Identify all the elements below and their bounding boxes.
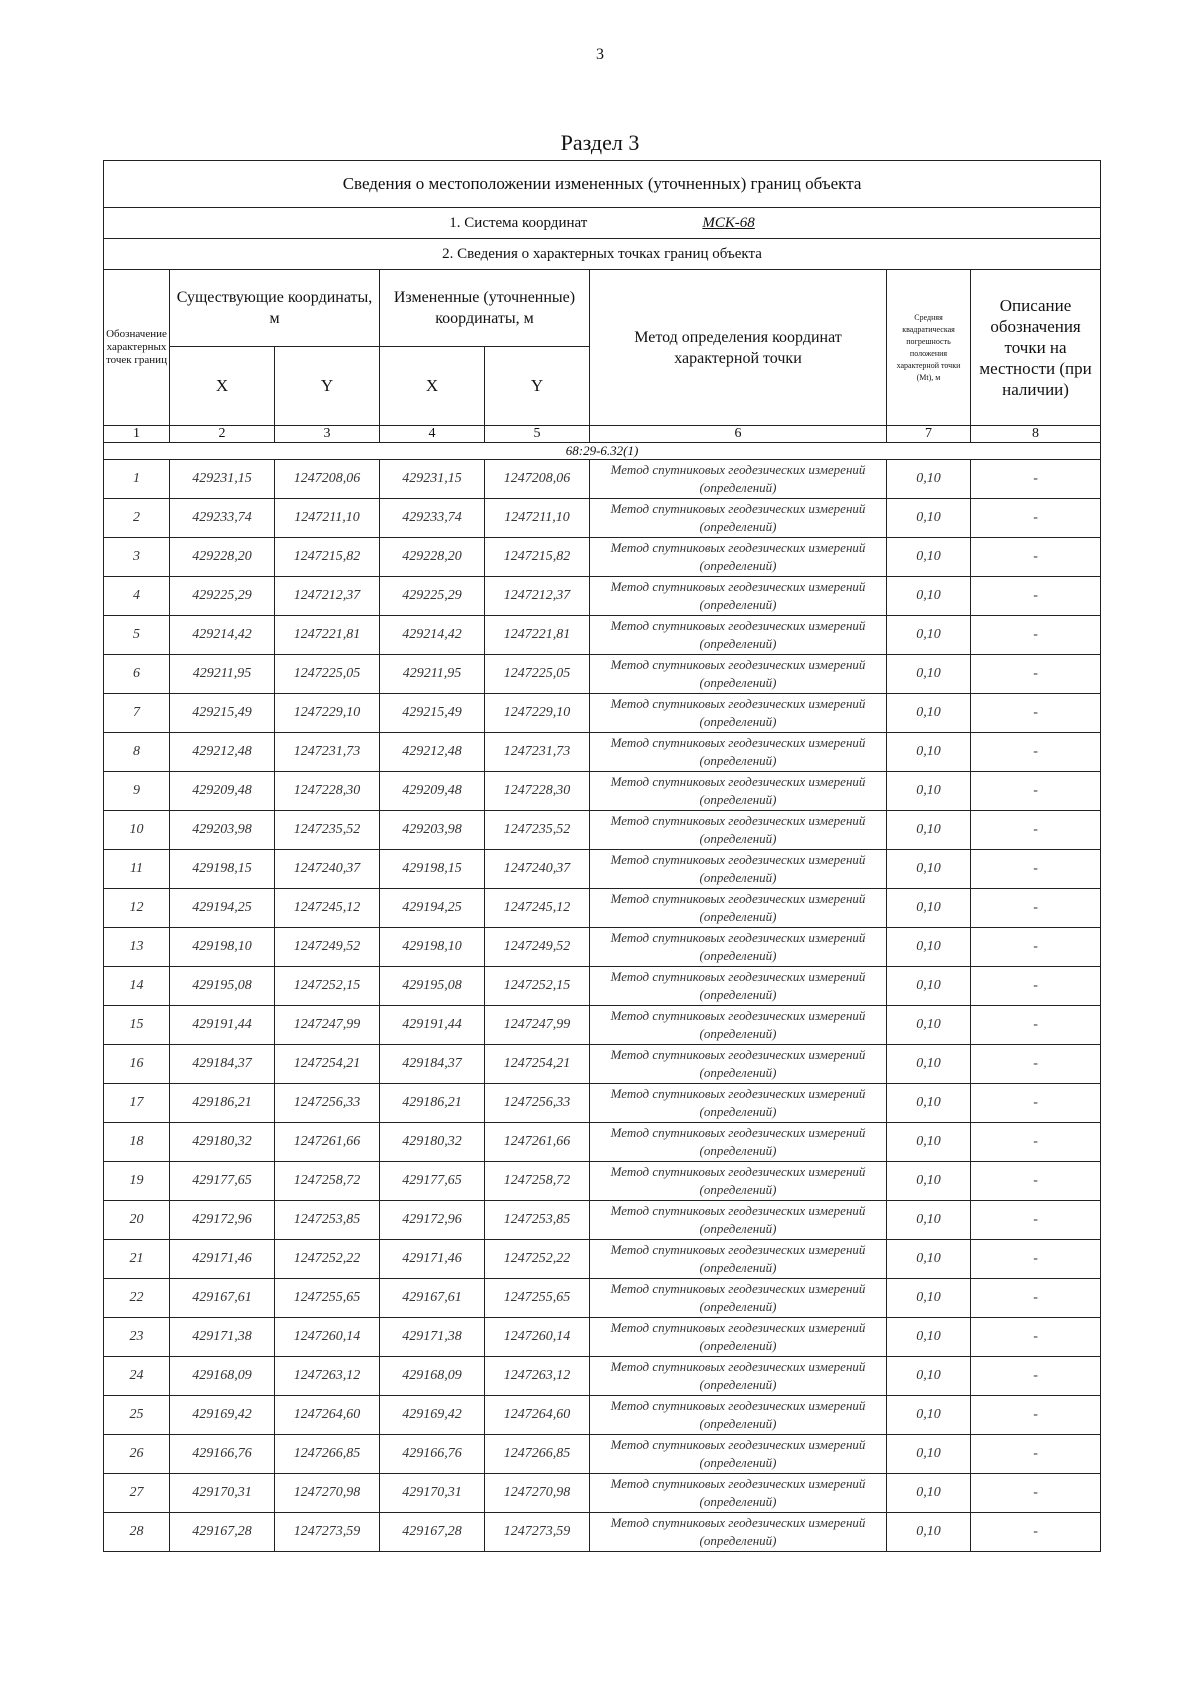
description-value: - — [971, 1279, 1101, 1318]
rms-error-value: 0,10 — [887, 577, 971, 616]
rms-error-value: 0,10 — [887, 1318, 971, 1357]
changed-x-value: 429167,28 — [380, 1513, 485, 1552]
rms-error-value: 0,10 — [887, 1123, 971, 1162]
column-number: 4 — [380, 426, 485, 443]
changed-y-value: 1247211,10 — [485, 499, 590, 538]
description-value: - — [971, 1435, 1101, 1474]
rms-error-value: 0,10 — [887, 1474, 971, 1513]
point-number: 6 — [104, 655, 170, 694]
point-number: 2 — [104, 499, 170, 538]
existing-x-value: 429167,61 — [170, 1279, 275, 1318]
method-value: Метод спутниковых геодезических измерений (определений) — [590, 1201, 887, 1240]
description-value: - — [971, 850, 1101, 889]
boundary-points-table — [103, 160, 1101, 1552]
table-row — [104, 1279, 1101, 1318]
changed-x-value: 429228,20 — [380, 538, 485, 577]
changed-y-value: 1247261,66 — [485, 1123, 590, 1162]
changed-x-value: 429233,74 — [380, 499, 485, 538]
description-value: - — [971, 1006, 1101, 1045]
column-numbers-row — [104, 426, 1101, 443]
rms-error-value: 0,10 — [887, 772, 971, 811]
table-row — [104, 1435, 1101, 1474]
table-row — [104, 1513, 1101, 1552]
table-row — [104, 577, 1101, 616]
table-row — [104, 811, 1101, 850]
description-value: - — [971, 889, 1101, 928]
existing-y-value: 1247252,15 — [275, 967, 380, 1006]
column-number: 2 — [170, 426, 275, 443]
changed-x-value: 429211,95 — [380, 655, 485, 694]
point-number: 24 — [104, 1357, 170, 1396]
existing-x-value: 429231,15 — [170, 460, 275, 499]
changed-x-value: 429180,32 — [380, 1123, 485, 1162]
description-value: - — [971, 1513, 1101, 1552]
point-number: 12 — [104, 889, 170, 928]
existing-x-value: 429166,76 — [170, 1435, 275, 1474]
changed-y-value: 1247254,21 — [485, 1045, 590, 1084]
existing-y-value: 1247231,73 — [275, 733, 380, 772]
column-number: 6 — [590, 426, 887, 443]
description-value: - — [971, 538, 1101, 577]
method-value: Метод спутниковых геодезических измерений (определений) — [590, 694, 887, 733]
method-value: Метод спутниковых геодезических измерений (определений) — [590, 616, 887, 655]
existing-y-value: 1247266,85 — [275, 1435, 380, 1474]
description-value: - — [971, 577, 1101, 616]
changed-y-value: 1247260,14 — [485, 1318, 590, 1357]
table-row — [104, 928, 1101, 967]
rms-error-value: 0,10 — [887, 655, 971, 694]
method-value: Метод спутниковых геодезических измерений (определений) — [590, 1123, 887, 1162]
changed-x-value: 429198,10 — [380, 928, 485, 967]
changed-y-value: 1247252,15 — [485, 967, 590, 1006]
changed-x-value: 429209,48 — [380, 772, 485, 811]
table-row — [104, 1240, 1101, 1279]
table-row — [104, 1201, 1101, 1240]
column-number: 8 — [971, 426, 1101, 443]
header-point-designation: Обозначение характерных точек границ — [104, 270, 170, 426]
point-number: 27 — [104, 1474, 170, 1513]
changed-y-value: 1247273,59 — [485, 1513, 590, 1552]
changed-y-value: 1247240,37 — [485, 850, 590, 889]
existing-y-value: 1247254,21 — [275, 1045, 380, 1084]
rms-error-value: 0,10 — [887, 889, 971, 928]
description-value: - — [971, 694, 1101, 733]
point-number: 4 — [104, 577, 170, 616]
header-changed-y: Y — [485, 347, 590, 426]
column-number: 5 — [485, 426, 590, 443]
changed-y-value: 1247258,72 — [485, 1162, 590, 1201]
rms-error-value: 0,10 — [887, 733, 971, 772]
description-value: - — [971, 1396, 1101, 1435]
existing-y-value: 1247245,12 — [275, 889, 380, 928]
point-number: 16 — [104, 1045, 170, 1084]
changed-y-value: 1247247,99 — [485, 1006, 590, 1045]
existing-y-value: 1247264,60 — [275, 1396, 380, 1435]
table-row — [104, 850, 1101, 889]
changed-x-value: 429191,44 — [380, 1006, 485, 1045]
table-row — [104, 1357, 1101, 1396]
existing-x-value: 429171,46 — [170, 1240, 275, 1279]
existing-x-value: 429215,49 — [170, 694, 275, 733]
rms-error-value: 0,10 — [887, 1513, 971, 1552]
rms-error-value: 0,10 — [887, 538, 971, 577]
method-value: Метод спутниковых геодезических измерений (определений) — [590, 1084, 887, 1123]
table-row — [104, 733, 1101, 772]
existing-y-value: 1247273,59 — [275, 1513, 380, 1552]
changed-y-value: 1247235,52 — [485, 811, 590, 850]
existing-x-value: 429191,44 — [170, 1006, 275, 1045]
existing-x-value: 429198,15 — [170, 850, 275, 889]
description-value: - — [971, 1240, 1101, 1279]
coord-system-label: 1. Система координат — [449, 214, 588, 231]
existing-x-value: 429228,20 — [170, 538, 275, 577]
changed-x-value: 429177,65 — [380, 1162, 485, 1201]
changed-x-value: 429167,61 — [380, 1279, 485, 1318]
existing-x-value: 429177,65 — [170, 1162, 275, 1201]
description-value: - — [971, 1357, 1101, 1396]
changed-y-value: 1247208,06 — [485, 460, 590, 499]
description-value: - — [971, 460, 1101, 499]
changed-x-value: 429214,42 — [380, 616, 485, 655]
header-existing-y: Y — [275, 347, 380, 426]
changed-x-value: 429203,98 — [380, 811, 485, 850]
description-value: - — [971, 928, 1101, 967]
point-number: 28 — [104, 1513, 170, 1552]
column-number: 7 — [887, 426, 971, 443]
point-number: 22 — [104, 1279, 170, 1318]
changed-y-value: 1247231,73 — [485, 733, 590, 772]
point-number: 13 — [104, 928, 170, 967]
method-value: Метод спутниковых геодезических измерений (определений) — [590, 1474, 887, 1513]
rms-error-value: 0,10 — [887, 1162, 971, 1201]
header-existing-x: X — [170, 347, 275, 426]
point-number: 19 — [104, 1162, 170, 1201]
method-value: Метод спутниковых геодезических измерений (определений) — [590, 460, 887, 499]
existing-x-value: 429186,21 — [170, 1084, 275, 1123]
changed-y-value: 1247221,81 — [485, 616, 590, 655]
method-value: Метод спутниковых геодезических измерений (определений) — [590, 1396, 887, 1435]
table-row — [104, 460, 1101, 499]
point-number: 21 — [104, 1240, 170, 1279]
method-value: Метод спутниковых геодезических измерений (определений) — [590, 499, 887, 538]
changed-y-value: 1247245,12 — [485, 889, 590, 928]
method-value: Метод спутниковых геодезических измерений (определений) — [590, 1006, 887, 1045]
points-heading: 2. Сведения о характерных точках границ объекта — [104, 239, 1101, 270]
changed-x-value: 429169,42 — [380, 1396, 485, 1435]
point-number: 9 — [104, 772, 170, 811]
table-row — [104, 499, 1101, 538]
point-number: 1 — [104, 460, 170, 499]
table-row — [104, 1162, 1101, 1201]
existing-x-value: 429171,38 — [170, 1318, 275, 1357]
method-value: Метод спутниковых геодезических измерений (определений) — [590, 889, 887, 928]
point-number: 14 — [104, 967, 170, 1006]
changed-x-value: 429184,37 — [380, 1045, 485, 1084]
existing-y-value: 1247270,98 — [275, 1474, 380, 1513]
description-value: - — [971, 499, 1101, 538]
existing-y-value: 1247221,81 — [275, 616, 380, 655]
changed-y-value: 1247225,05 — [485, 655, 590, 694]
table-row — [104, 538, 1101, 577]
changed-x-value: 429171,46 — [380, 1240, 485, 1279]
changed-x-value: 429171,38 — [380, 1318, 485, 1357]
existing-y-value: 1247212,37 — [275, 577, 380, 616]
changed-x-value: 429166,76 — [380, 1435, 485, 1474]
table-row — [104, 1318, 1101, 1357]
method-value: Метод спутниковых геодезических измерений (определений) — [590, 1045, 887, 1084]
point-number: 11 — [104, 850, 170, 889]
point-number: 17 — [104, 1084, 170, 1123]
method-value: Метод спутниковых геодезических измерений (определений) — [590, 1357, 887, 1396]
table-row — [104, 1084, 1101, 1123]
rms-error-value: 0,10 — [887, 928, 971, 967]
rms-error-value: 0,10 — [887, 967, 971, 1006]
changed-x-value: 429172,96 — [380, 1201, 485, 1240]
description-value: - — [971, 1045, 1101, 1084]
existing-x-value: 429233,74 — [170, 499, 275, 538]
rms-error-value: 0,10 — [887, 460, 971, 499]
method-value: Метод спутниковых геодезических измерений (определений) — [590, 1162, 887, 1201]
changed-x-value: 429194,25 — [380, 889, 485, 928]
method-value: Метод спутниковых геодезических измерений (определений) — [590, 850, 887, 889]
description-value: - — [971, 811, 1101, 850]
existing-y-value: 1247228,30 — [275, 772, 380, 811]
rms-error-value: 0,10 — [887, 616, 971, 655]
object-id: 68:29-6.32(1) — [104, 443, 1101, 460]
changed-y-value: 1247228,30 — [485, 772, 590, 811]
point-number: 23 — [104, 1318, 170, 1357]
method-value: Метод спутниковых геодезических измерений (определений) — [590, 1513, 887, 1552]
point-number: 26 — [104, 1435, 170, 1474]
description-value: - — [971, 967, 1101, 1006]
header-existing-coords: Существующие координаты, м — [170, 270, 380, 347]
method-value: Метод спутниковых геодезических измерений (определений) — [590, 733, 887, 772]
changed-y-value: 1247229,10 — [485, 694, 590, 733]
point-number: 20 — [104, 1201, 170, 1240]
existing-y-value: 1247229,10 — [275, 694, 380, 733]
existing-y-value: 1247253,85 — [275, 1201, 380, 1240]
existing-y-value: 1247252,22 — [275, 1240, 380, 1279]
changed-x-value: 429198,15 — [380, 850, 485, 889]
method-value: Метод спутниковых геодезических измерений (определений) — [590, 811, 887, 850]
existing-y-value: 1247225,05 — [275, 655, 380, 694]
column-number: 3 — [275, 426, 380, 443]
existing-y-value: 1247258,72 — [275, 1162, 380, 1201]
table-row — [104, 1123, 1101, 1162]
existing-x-value: 429211,95 — [170, 655, 275, 694]
method-value: Метод спутниковых геодезических измерений (определений) — [590, 1318, 887, 1357]
header-changed-coords: Измененные (уточненные) координаты, м — [380, 270, 590, 347]
existing-y-value: 1247211,10 — [275, 499, 380, 538]
changed-y-value: 1247215,82 — [485, 538, 590, 577]
point-number: 7 — [104, 694, 170, 733]
changed-x-value: 429170,31 — [380, 1474, 485, 1513]
table-row — [104, 772, 1101, 811]
existing-x-value: 429194,25 — [170, 889, 275, 928]
rms-error-value: 0,10 — [887, 1279, 971, 1318]
existing-x-value: 429203,98 — [170, 811, 275, 850]
existing-y-value: 1247255,65 — [275, 1279, 380, 1318]
rms-error-value: 0,10 — [887, 1240, 971, 1279]
header-description: Описание обозначения точки на местности (при наличии) — [971, 270, 1101, 426]
description-value: - — [971, 616, 1101, 655]
rms-error-value: 0,10 — [887, 1357, 971, 1396]
changed-x-value: 429231,15 — [380, 460, 485, 499]
section-title: Раздел 3 — [560, 130, 640, 155]
existing-x-value: 429209,48 — [170, 772, 275, 811]
method-value: Метод спутниковых геодезических измерений (определений) — [590, 655, 887, 694]
description-value: - — [971, 655, 1101, 694]
table-title: Сведения о местоположении измененных (уточненных) границ объекта — [104, 161, 1101, 208]
point-number: 5 — [104, 616, 170, 655]
coord-system-value: МСК-68 — [702, 214, 755, 231]
existing-x-value: 429225,29 — [170, 577, 275, 616]
existing-y-value: 1247247,99 — [275, 1006, 380, 1045]
existing-y-value: 1247208,06 — [275, 460, 380, 499]
point-number: 10 — [104, 811, 170, 850]
changed-y-value: 1247253,85 — [485, 1201, 590, 1240]
changed-y-value: 1247270,98 — [485, 1474, 590, 1513]
coord-system-row — [104, 208, 1101, 239]
existing-x-value: 429198,10 — [170, 928, 275, 967]
existing-x-value: 429214,42 — [170, 616, 275, 655]
changed-x-value: 429195,08 — [380, 967, 485, 1006]
point-number: 3 — [104, 538, 170, 577]
changed-x-value: 429215,49 — [380, 694, 485, 733]
existing-y-value: 1247240,37 — [275, 850, 380, 889]
method-value: Метод спутниковых геодезических измерений (определений) — [590, 1240, 887, 1279]
point-number: 15 — [104, 1006, 170, 1045]
rms-error-value: 0,10 — [887, 850, 971, 889]
table-row — [104, 889, 1101, 928]
method-value: Метод спутниковых геодезических измерений (определений) — [590, 577, 887, 616]
rms-error-value: 0,10 — [887, 1084, 971, 1123]
column-number: 1 — [104, 426, 170, 443]
table-row — [104, 1045, 1101, 1084]
table-row — [104, 616, 1101, 655]
existing-x-value: 429184,37 — [170, 1045, 275, 1084]
changed-y-value: 1247266,85 — [485, 1435, 590, 1474]
existing-x-value: 429170,31 — [170, 1474, 275, 1513]
table-row — [104, 1474, 1101, 1513]
existing-x-value: 429212,48 — [170, 733, 275, 772]
point-number: 25 — [104, 1396, 170, 1435]
existing-x-value: 429168,09 — [170, 1357, 275, 1396]
table-row — [104, 694, 1101, 733]
existing-x-value: 429195,08 — [170, 967, 275, 1006]
rms-error-value: 0,10 — [887, 1045, 971, 1084]
method-value: Метод спутниковых геодезических измерений (определений) — [590, 967, 887, 1006]
changed-y-value: 1247264,60 — [485, 1396, 590, 1435]
changed-y-value: 1247256,33 — [485, 1084, 590, 1123]
table-row — [104, 967, 1101, 1006]
existing-x-value: 429180,32 — [170, 1123, 275, 1162]
rms-error-value: 0,10 — [887, 1435, 971, 1474]
header-method: Метод определения координат характерной точки — [590, 270, 887, 426]
point-number: 18 — [104, 1123, 170, 1162]
table-row — [104, 655, 1101, 694]
changed-y-value: 1247255,65 — [485, 1279, 590, 1318]
changed-y-value: 1247249,52 — [485, 928, 590, 967]
changed-x-value: 429168,09 — [380, 1357, 485, 1396]
existing-y-value: 1247260,14 — [275, 1318, 380, 1357]
table-row — [104, 1396, 1101, 1435]
method-value: Метод спутниковых геодезических измерений (определений) — [590, 928, 887, 967]
existing-y-value: 1247263,12 — [275, 1357, 380, 1396]
rms-error-value: 0,10 — [887, 499, 971, 538]
description-value: - — [971, 772, 1101, 811]
changed-x-value: 429212,48 — [380, 733, 485, 772]
header-rms-error: Средняя квадратическая погрешность положения характерной точки (Mt), м — [887, 270, 971, 426]
description-value: - — [971, 1201, 1101, 1240]
existing-y-value: 1247215,82 — [275, 538, 380, 577]
existing-y-value: 1247235,52 — [275, 811, 380, 850]
method-value: Метод спутниковых геодезических измерений (определений) — [590, 1435, 887, 1474]
description-value: - — [971, 1162, 1101, 1201]
changed-y-value: 1247263,12 — [485, 1357, 590, 1396]
description-value: - — [971, 733, 1101, 772]
rms-error-value: 0,10 — [887, 1201, 971, 1240]
description-value: - — [971, 1123, 1101, 1162]
rms-error-value: 0,10 — [887, 1396, 971, 1435]
header-changed-x: X — [380, 347, 485, 426]
existing-y-value: 1247249,52 — [275, 928, 380, 967]
description-value: - — [971, 1474, 1101, 1513]
description-value: - — [971, 1318, 1101, 1357]
existing-y-value: 1247256,33 — [275, 1084, 380, 1123]
changed-y-value: 1247252,22 — [485, 1240, 590, 1279]
table-row — [104, 1006, 1101, 1045]
existing-x-value: 429169,42 — [170, 1396, 275, 1435]
changed-x-value: 429186,21 — [380, 1084, 485, 1123]
existing-x-value: 429167,28 — [170, 1513, 275, 1552]
method-value: Метод спутниковых геодезических измерений (определений) — [590, 538, 887, 577]
changed-x-value: 429225,29 — [380, 577, 485, 616]
rms-error-value: 0,10 — [887, 1006, 971, 1045]
existing-y-value: 1247261,66 — [275, 1123, 380, 1162]
description-value: - — [971, 1084, 1101, 1123]
method-value: Метод спутниковых геодезических измерений (определений) — [590, 1279, 887, 1318]
rms-error-value: 0,10 — [887, 694, 971, 733]
changed-y-value: 1247212,37 — [485, 577, 590, 616]
page-number: 3 — [596, 46, 604, 63]
rms-error-value: 0,10 — [887, 811, 971, 850]
point-number: 8 — [104, 733, 170, 772]
existing-x-value: 429172,96 — [170, 1201, 275, 1240]
method-value: Метод спутниковых геодезических измерений (определений) — [590, 772, 887, 811]
